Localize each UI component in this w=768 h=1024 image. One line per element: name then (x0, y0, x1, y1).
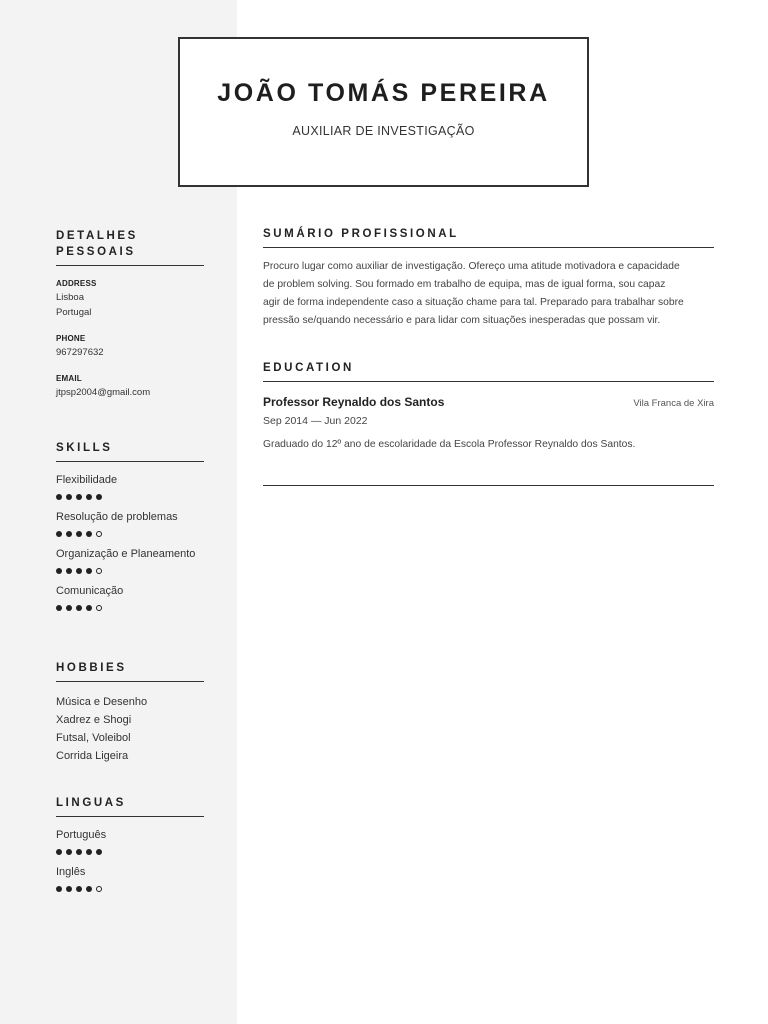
email-label: EMAIL (56, 374, 82, 383)
rating-dots (56, 603, 204, 612)
rating-dot-filled (66, 531, 72, 537)
rated-item-name: Resolução de problemas (56, 511, 178, 523)
person-name: JOÃO TOMÁS PEREIRA (217, 79, 550, 107)
education-dates: Sep 2014 — Jun 2022 (263, 415, 368, 427)
languages-title: LINGUAS (56, 795, 204, 817)
rating-dots (56, 566, 204, 575)
rating-dot-filled (86, 531, 92, 537)
hobbies-title: HOBBIES (56, 660, 204, 682)
summary-line: de problem solving. Sou formado em trabalho de equipa, mas de igual forma, sou capaz (263, 279, 666, 290)
rated-item-name: Comunicação (56, 585, 124, 597)
rating-dot-filled (66, 494, 72, 500)
rated-item (56, 829, 204, 856)
rating-dot-filled (56, 605, 62, 611)
skills-title: SKILLS (56, 440, 204, 462)
rating-dot-filled (86, 849, 92, 855)
rating-dots (56, 529, 204, 538)
rated-item (56, 866, 204, 893)
education-description: Graduado do 12º ano de escolaridade da Escola Professor Reynaldo dos Santos. (263, 439, 636, 450)
education-location: Vila Franca de Xira (633, 398, 714, 409)
rating-dots (56, 492, 204, 501)
languages-section (56, 795, 204, 893)
rating-dot-filled (96, 849, 102, 855)
rating-dot-empty (96, 886, 102, 892)
rating-dot-filled (86, 886, 92, 892)
education-title: EDUCATION (263, 362, 714, 382)
address-country: Portugal (56, 307, 92, 318)
rated-item (56, 474, 204, 501)
hobby-item: Música e Desenho (56, 696, 148, 708)
job-title: AUXILIAR DE INVESTIGAÇÃO (292, 124, 475, 138)
hobby-item: Xadrez e Shogi (56, 714, 132, 726)
rating-dot-filled (66, 568, 72, 574)
rated-item-name: Flexibilidade (56, 474, 118, 486)
personal-details-section (56, 228, 204, 400)
rated-item-name: Organização e Planeamento (56, 548, 196, 560)
skills-section (56, 440, 204, 612)
rated-item (56, 548, 204, 575)
rated-item-name: Português (56, 829, 107, 841)
education-header-row (263, 395, 714, 409)
rating-dot-empty (96, 531, 102, 537)
personal-details-title: DETALHES PESSOAIS (56, 228, 204, 266)
skills-list (56, 474, 204, 612)
rating-dot-empty (96, 568, 102, 574)
rating-dot-filled (76, 605, 82, 611)
rating-dot-filled (86, 494, 92, 500)
phone-label: PHONE (56, 334, 86, 343)
rating-dot-filled (86, 568, 92, 574)
rating-dot-filled (56, 531, 62, 537)
rated-item (56, 511, 204, 538)
rating-dot-filled (76, 494, 82, 500)
name-header-box (178, 37, 589, 187)
rating-dot-filled (66, 605, 72, 611)
hobbies-list (56, 693, 204, 765)
hobby-item: Futsal, Voleibol (56, 732, 131, 744)
rating-dot-empty (96, 605, 102, 611)
summary-line: pressão se/quando necessário e para lidar com situações inesperadas que possam vir. (263, 315, 661, 326)
rating-dot-filled (56, 494, 62, 500)
rating-dot-filled (76, 886, 82, 892)
languages-list (56, 829, 204, 893)
rated-item (56, 585, 204, 612)
hobbies-section (56, 660, 204, 765)
education-section (263, 362, 714, 486)
rating-dot-filled (66, 849, 72, 855)
summary-title: SUMÁRIO PROFISSIONAL (263, 228, 714, 248)
phone-value: 967297632 (56, 347, 104, 358)
summary-line: agir de forma independente caso a situação chame para tal. Preparado para trabalhar sobre (263, 297, 684, 308)
rating-dot-filled (56, 886, 62, 892)
education-divider (263, 485, 714, 486)
rating-dots (56, 884, 204, 893)
summary-section (263, 228, 714, 330)
address-label: ADDRESS (56, 279, 97, 288)
rating-dots (56, 847, 204, 856)
rating-dot-filled (66, 886, 72, 892)
summary-line: Procuro lugar como auxiliar de investigação. Ofereço uma atitude motivadora e capacidade (263, 261, 680, 272)
rating-dot-filled (96, 494, 102, 500)
rated-item-name: Inglês (56, 866, 86, 878)
email-value: jtpsp2004@gmail.com (56, 387, 151, 398)
education-school: Professor Reynaldo dos Santos (263, 395, 445, 409)
hobby-item: Corrida Ligeira (56, 750, 129, 762)
rating-dot-filled (56, 568, 62, 574)
rating-dot-filled (76, 531, 82, 537)
rating-dot-filled (56, 849, 62, 855)
rating-dot-filled (86, 605, 92, 611)
address-city: Lisboa (56, 292, 84, 303)
rating-dot-filled (76, 849, 82, 855)
rating-dot-filled (76, 568, 82, 574)
summary-text (263, 258, 714, 330)
